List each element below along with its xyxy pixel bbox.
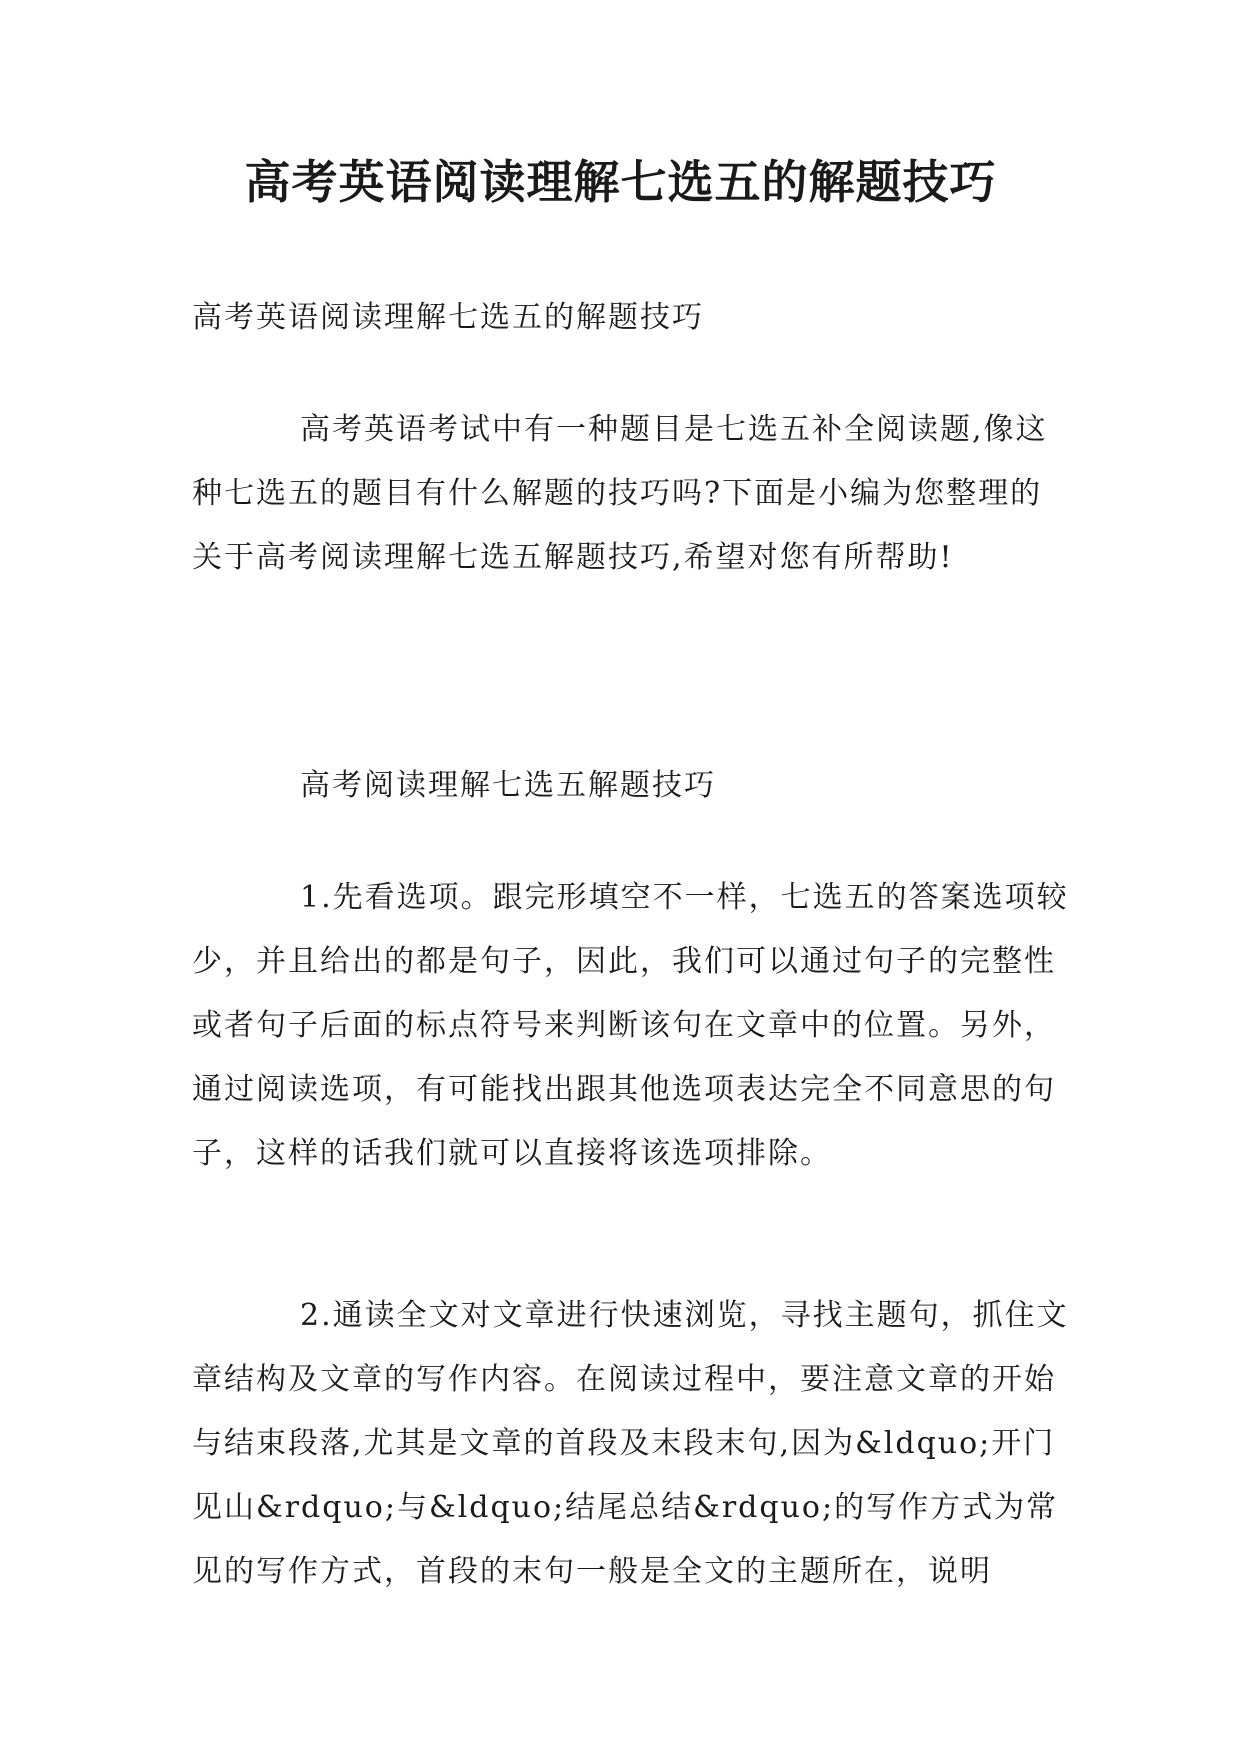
intro-paragraph: 高考英语考试中有一种题目是七选五补全阅读题,像这种七选五的题目有什么解题的技巧吗?下面是小编为您整理的关于高考阅读理解七选五解题技巧,希望对您有所帮助!	[192, 412, 1048, 575]
tip-paragraph-1: 1.先看选项。跟完形填空不一样，七选五的答案选项较少，并且给出的都是句子，因此，我们可以通过句子的完整性或者句子后面的标点符号来判断该句在文章中的位置。另外，通过阅读选项，有可能找出跟其他选项表达完全不同意思的句子，这样的话我们就可以直接将该选项排除。	[192, 880, 1069, 1171]
section-heading: 高考阅读理解七选五解题技巧	[300, 768, 716, 803]
tip-paragraph-2: 2.通读全文对文章进行快速浏览，寻找主题句，抓住文章结构及文章的写作内容。在阅读过程中，要注意文章的开始与结束段落,尤其是文章的首段及末段末句,因为&ldquo;开门见山&rdquo;与&ldquo;结尾总结&rdquo;的写作方式为常见的写作方式，首段的末句一般是全文的主题所在，说明	[192, 1298, 1069, 1589]
document-subtitle: 高考英语阅读理解七选五的解题技巧	[192, 300, 704, 335]
document-title: 高考英语阅读理解七选五的解题技巧	[244, 155, 997, 209]
